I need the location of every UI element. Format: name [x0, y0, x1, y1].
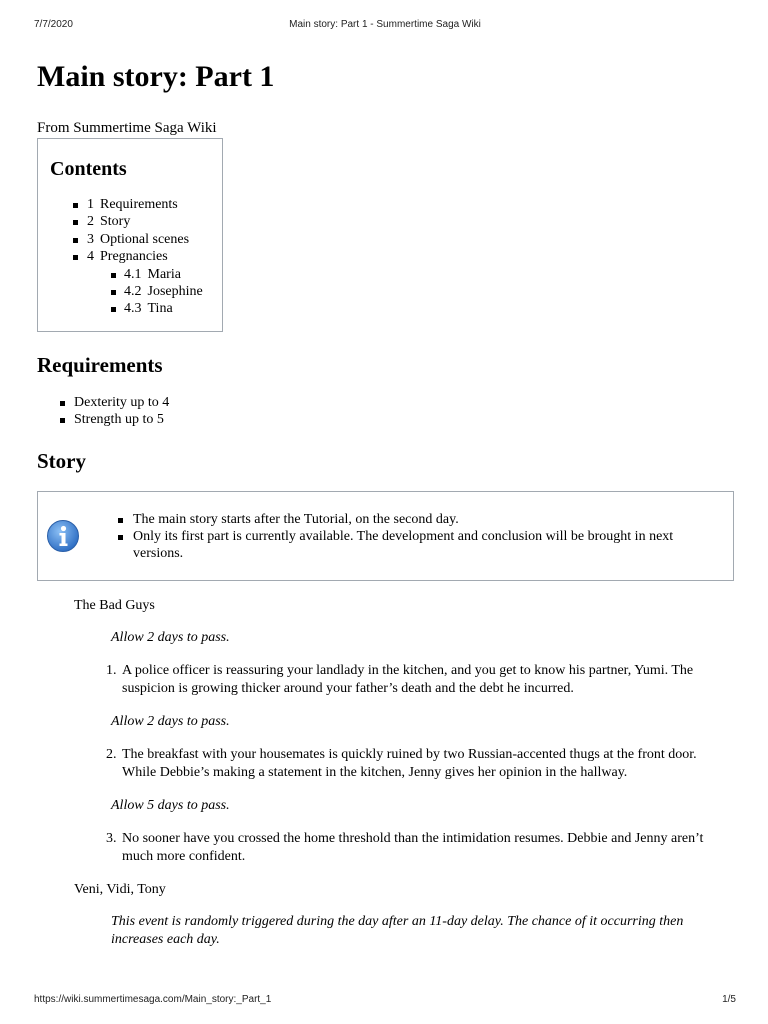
- bullet-icon: [60, 401, 65, 406]
- bullet-icon: [118, 535, 123, 540]
- print-footer: [34, 994, 736, 1008]
- heading-requirements: Requirements: [37, 352, 163, 377]
- bullet-icon: [111, 307, 116, 312]
- story-step: 3. No sooner have you crossed the home threshold than the intimidation resumes. Debbie and Jenny aren’t much more confident.: [106, 830, 704, 864]
- print-header: [34, 19, 736, 33]
- article-content: [37, 58, 734, 949]
- bullet-icon: [73, 238, 78, 243]
- toc-item-optional-scenes[interactable]: 3 Optional scenes: [50, 231, 222, 248]
- toc-sublist: [50, 266, 222, 318]
- requirements-list: [37, 394, 734, 429]
- chapter-title-veni-vidi-tony: Veni, Vidi, Tony: [74, 881, 166, 897]
- table-of-contents: [37, 138, 223, 332]
- print-title: Main story: Part 1 - Summertime Saga Wiki: [289, 19, 481, 30]
- list-item: Strength up to 5: [37, 411, 734, 428]
- toc-item-requirements[interactable]: 1 Requirements: [50, 196, 222, 213]
- print-date: 7/7/2020: [34, 19, 73, 30]
- toc-item-story[interactable]: 2 Story: [50, 213, 222, 230]
- bullet-icon: [73, 203, 78, 208]
- toc-item-pregnancies[interactable]: 4 Pregnancies: [50, 248, 222, 265]
- toc-item-josephine[interactable]: 4.2 Josephine: [50, 283, 222, 300]
- list-item: The main story starts after the Tutorial, on the second day.: [118, 511, 717, 528]
- list-item: Only its first part is currently available. The development and conclusion will be brought in next versions.: [118, 528, 717, 563]
- list-item: Dexterity up to 4: [37, 394, 734, 411]
- bullet-icon: [73, 220, 78, 225]
- notice-list: [118, 511, 717, 563]
- toc-item-maria[interactable]: 4.1 Maria: [50, 266, 222, 283]
- bullet-icon: [111, 290, 116, 295]
- site-subtitle: From Summertime Saga Wiki: [37, 120, 217, 136]
- story-step: 1. A police officer is reassuring your landlady in the kitchen, and you get to know his partner, Yumi. The suspicion is growing thicker around your father’s death and the debt he incurred.: [106, 662, 694, 696]
- story-step: 2. The breakfast with your housemates is quickly ruined by two Russian-accented thugs at the front door. While Debbie’s making a statement in the kitchen, Jenny gives her opinion in the hallway.: [106, 746, 697, 780]
- chapter-title-bad-guys: The Bad Guys: [74, 597, 155, 613]
- print-page-number: 1/5: [722, 994, 736, 1005]
- wait-note: Allow 5 days to pass.: [111, 797, 230, 813]
- page-title: Main story: Part 1: [37, 60, 275, 93]
- heading-story: Story: [37, 448, 86, 473]
- event-note: This event is randomly triggered during the day after an 11-day delay. The chance of it occurring then increases each day.: [111, 913, 684, 947]
- toc-item-tina[interactable]: 4.3 Tina: [50, 300, 222, 317]
- bullet-icon: [111, 273, 116, 278]
- print-url: https://wiki.summertimesaga.com/Main_story:_Part_1: [34, 994, 272, 1005]
- toc-title: Contents: [50, 158, 127, 180]
- toc-list: [50, 196, 222, 266]
- bullet-icon: [73, 255, 78, 260]
- wait-note: Allow 2 days to pass.: [111, 713, 230, 729]
- bullet-icon: [118, 518, 123, 523]
- info-notice-box: [37, 491, 734, 581]
- info-icon: [46, 519, 80, 553]
- wait-note: Allow 2 days to pass.: [111, 629, 230, 645]
- bullet-icon: [60, 418, 65, 423]
